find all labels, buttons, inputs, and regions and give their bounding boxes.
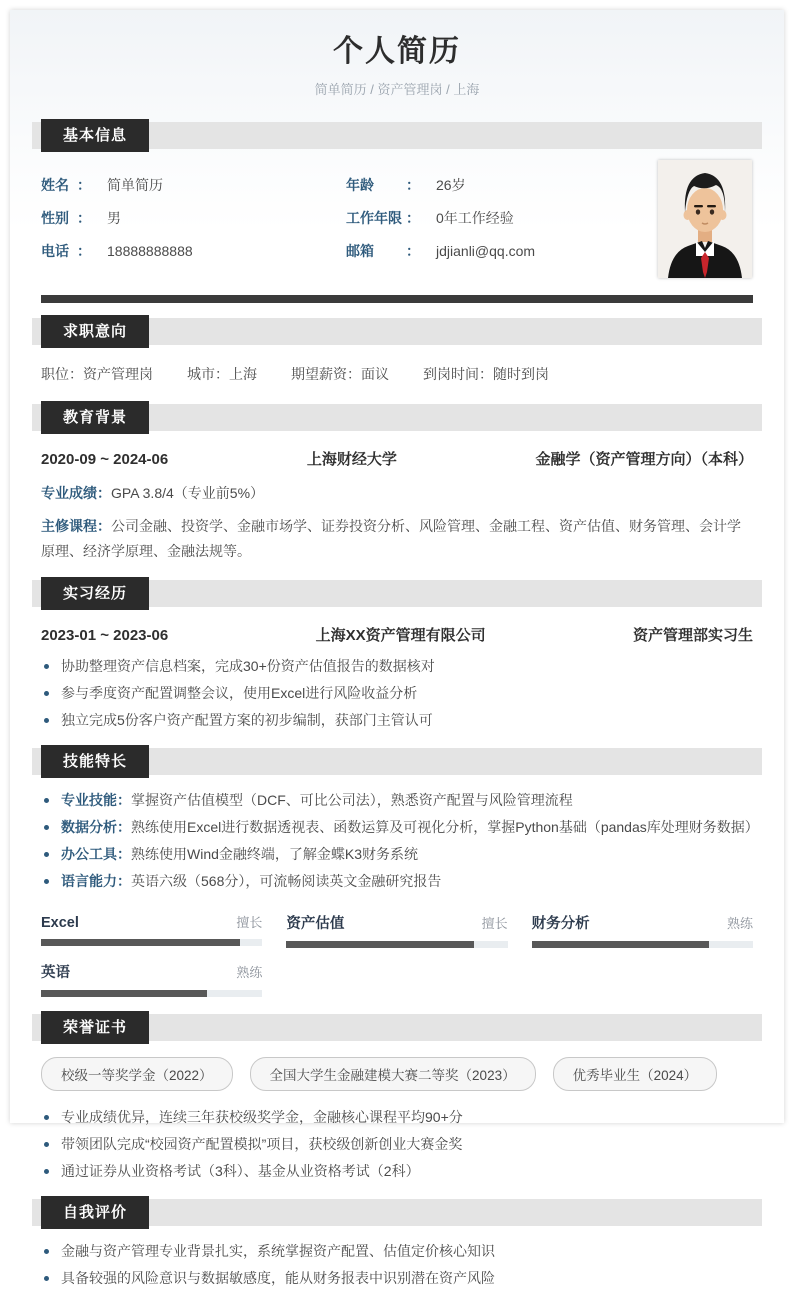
bullet-icon <box>44 825 49 830</box>
bullet-icon <box>44 1142 49 1147</box>
section-title-job-intention: 求职意向 <box>41 315 149 348</box>
skill-bar-track <box>41 990 262 997</box>
honor-badge: 全国大学生金融建模大赛二等奖（2023） <box>250 1057 536 1091</box>
resume-page <box>10 10 784 1286</box>
honor-bullets <box>32 1093 762 1196</box>
skill-bar-track <box>41 939 262 946</box>
intent-position <box>41 364 153 384</box>
skill-text: 掌握资产估值模型（DCF、可比公司法），熟悉资产配置与风险管理流程 <box>131 792 573 808</box>
honor-badges <box>32 1044 762 1093</box>
internship-bullets <box>32 645 762 745</box>
section-title-honors: 荣誉证书 <box>41 1011 149 1044</box>
intent-city <box>187 364 257 384</box>
education-school: 上海财经大学 <box>306 451 397 468</box>
field-value: 简单简历 <box>107 177 163 193</box>
section-title-internship: 实习经历 <box>41 577 149 610</box>
bullet-text: 协助整理资产信息档案，完成30+份资产估值报告的数据核对 <box>61 658 435 674</box>
list-item <box>41 819 759 836</box>
list-item <box>41 873 753 890</box>
self-evaluation-bullets <box>32 1229 762 1303</box>
bullet-text: 通过证券从业资格考试（3科）、基金从业资格考试（2科） <box>61 1163 420 1179</box>
section-head-basic-info <box>32 119 762 152</box>
list-item <box>41 712 753 729</box>
list-item <box>41 1270 753 1287</box>
field-label: 性别 <box>41 210 69 226</box>
education-row <box>32 434 762 469</box>
education-degree: 金融学（资产管理方向）（本科） <box>535 451 753 468</box>
skill-label: 数据分析： <box>61 819 131 835</box>
skill-bar-name: 财务分析 <box>531 916 590 932</box>
field-colon: ： <box>77 177 91 193</box>
field-gender <box>41 208 346 241</box>
skill-bar-asset-valuation <box>286 912 507 948</box>
bullet-icon <box>44 664 49 669</box>
section-head-honors <box>32 1011 762 1044</box>
skill-bar-name: Excel <box>41 915 79 931</box>
basic-info-block <box>32 152 762 282</box>
internship-row <box>32 610 762 645</box>
field-colon: ： <box>406 210 420 226</box>
skill-bar-level: 熟练 <box>726 916 753 931</box>
intent-label: 期望薪资： <box>291 366 361 382</box>
honor-badge: 校级一等奖学金（2022） <box>41 1057 233 1091</box>
field-colon: ： <box>77 243 91 259</box>
intent-salary <box>291 364 389 384</box>
intent-value: 资产管理岗 <box>83 366 153 382</box>
intent-value: 随时到岗 <box>493 366 549 382</box>
skill-bar-fill <box>41 939 240 946</box>
skill-text: 熟练使用Wind金融终端，了解金蝶K3财务系统 <box>131 846 419 862</box>
bullet-icon <box>44 1169 49 1174</box>
skill-label: 语言能力： <box>61 873 131 889</box>
internship-role: 资产管理部实习生 <box>632 627 753 644</box>
intent-availability <box>423 364 549 384</box>
bullet-icon <box>44 1276 49 1281</box>
skill-label: 办公工具： <box>61 846 131 862</box>
basic-info-left-column <box>41 175 346 274</box>
field-email <box>346 241 646 274</box>
section-head-self-evaluation <box>32 1196 762 1229</box>
skill-bar-name: 英语 <box>41 965 70 981</box>
resume-header <box>32 10 762 98</box>
page-subtitle: 简单简历 / 资产管理岗 / 上海 <box>314 82 480 97</box>
skill-bar-level: 擅长 <box>236 915 263 930</box>
bullet-icon <box>44 718 49 723</box>
field-value: 男 <box>107 210 121 226</box>
bullet-text: 具备较强的风险意识与数据敏感度，能从财务报表中识别潜在资产风险 <box>61 1270 495 1286</box>
skill-bar-fill <box>286 941 474 948</box>
bullet-text: 参与季度资产配置调整会议，使用Excel进行风险收益分析 <box>61 685 418 701</box>
skill-bar-english <box>41 961 262 997</box>
skill-text: 英语六级（568分），可流畅阅读英文金融研究报告 <box>131 873 442 889</box>
bullet-icon <box>44 1115 49 1120</box>
skill-label: 专业技能： <box>61 792 131 808</box>
section-title-self-evaluation: 自我评价 <box>41 1196 149 1229</box>
bullet-text: 带领团队完成“校园资产配置模拟”项目，获校级创新创业大赛金奖 <box>61 1136 463 1152</box>
education-courses-line <box>32 506 762 577</box>
field-label: 工作年限 <box>346 210 402 226</box>
field-value: 26岁 <box>436 177 466 193</box>
field-age <box>346 175 646 208</box>
page-title: 个人简历 <box>333 35 461 68</box>
skill-bar-level: 擅长 <box>481 916 508 931</box>
internship-company: 上海XX资产管理有限公司 <box>315 627 486 644</box>
skill-text: 熟练使用Excel进行数据透视表、函数运算及可视化分析，掌握Python基础（pandas库处理财务数据） <box>131 819 759 835</box>
courses-label: 主修课程： <box>41 518 111 534</box>
courses-text: 公司金融、投资学、金融市场学、证券投资分析、风险管理、金融工程、资产估值、财务管理、会计学原理、经济学原理、金融法规等。 <box>41 518 741 559</box>
section-title-education: 教育背景 <box>41 401 149 434</box>
field-label: 姓名 <box>41 177 69 193</box>
section-divider-bar <box>41 295 753 303</box>
bullet-icon <box>44 852 49 857</box>
skill-bar-name: 资产估值 <box>286 916 345 932</box>
section-head-internship <box>32 577 762 610</box>
bullet-icon <box>44 879 49 884</box>
field-name <box>41 175 346 208</box>
list-item <box>41 685 753 702</box>
list-item <box>41 1136 753 1153</box>
skill-bar-financial-analysis <box>532 912 753 948</box>
bullet-text: 专业成绩优异，连续三年获校级奖学金，金融核心课程平均90+分 <box>61 1109 463 1125</box>
gpa-label: 专业成绩： <box>41 485 111 501</box>
bullet-icon <box>44 1249 49 1254</box>
field-colon: ： <box>406 243 420 259</box>
field-label: 年龄 <box>346 177 374 193</box>
skill-bar-fill <box>41 990 207 997</box>
intent-value: 上海 <box>229 366 257 382</box>
field-experience-years <box>346 208 646 241</box>
list-item <box>41 658 753 675</box>
list-item <box>41 1243 753 1260</box>
bullet-text: 独立完成5份客户资产配置方案的初步编制，获部门主管认可 <box>61 712 433 728</box>
portrait-illustration <box>658 160 752 278</box>
section-head-skills <box>32 745 762 778</box>
section-head-job-intention <box>32 315 762 348</box>
bullet-icon <box>44 798 49 803</box>
field-label: 电话 <box>41 243 69 259</box>
skill-bars <box>32 906 762 999</box>
list-item <box>41 1109 753 1126</box>
honor-badge: 优秀毕业生（2024） <box>553 1057 718 1091</box>
education-period: 2020-09 ~ 2024-06 <box>41 451 169 468</box>
skill-bar-level: 熟练 <box>236 965 263 980</box>
internship-period: 2023-01 ~ 2023-06 <box>41 627 169 644</box>
skill-bar-excel <box>41 912 262 948</box>
intent-label: 到岗时间： <box>423 366 493 382</box>
section-head-education <box>32 401 762 434</box>
skill-bar-track <box>286 941 507 948</box>
job-intention-row <box>32 348 762 401</box>
intent-label: 职位： <box>41 366 83 382</box>
basic-info-right-column <box>346 175 646 274</box>
list-item <box>41 1163 753 1180</box>
field-value: 18888888888 <box>107 243 193 259</box>
intent-value: 面议 <box>361 366 389 382</box>
bullet-text: 金融与资产管理专业背景扎实，系统掌握资产配置、估值定价核心知识 <box>61 1243 495 1259</box>
field-label: 邮箱 <box>346 243 374 259</box>
field-value: 0年工作经验 <box>436 210 514 226</box>
bullet-icon <box>44 691 49 696</box>
section-title-basic-info: 基本信息 <box>41 119 149 152</box>
gpa-text: GPA 3.8/4（专业前5%） <box>111 485 265 501</box>
list-item <box>41 846 753 863</box>
field-colon: ： <box>406 177 420 193</box>
intent-label: 城市： <box>187 366 229 382</box>
list-item <box>41 792 753 809</box>
field-phone <box>41 241 346 274</box>
field-value: jdjianli@qq.com <box>436 243 536 259</box>
skill-bar-track <box>532 941 753 948</box>
education-gpa-line <box>32 469 762 506</box>
skills-bullets <box>32 778 762 906</box>
profile-photo <box>658 160 752 278</box>
section-title-skills: 技能特长 <box>41 745 149 778</box>
field-colon: ： <box>77 210 91 226</box>
skill-bar-fill <box>532 941 709 948</box>
